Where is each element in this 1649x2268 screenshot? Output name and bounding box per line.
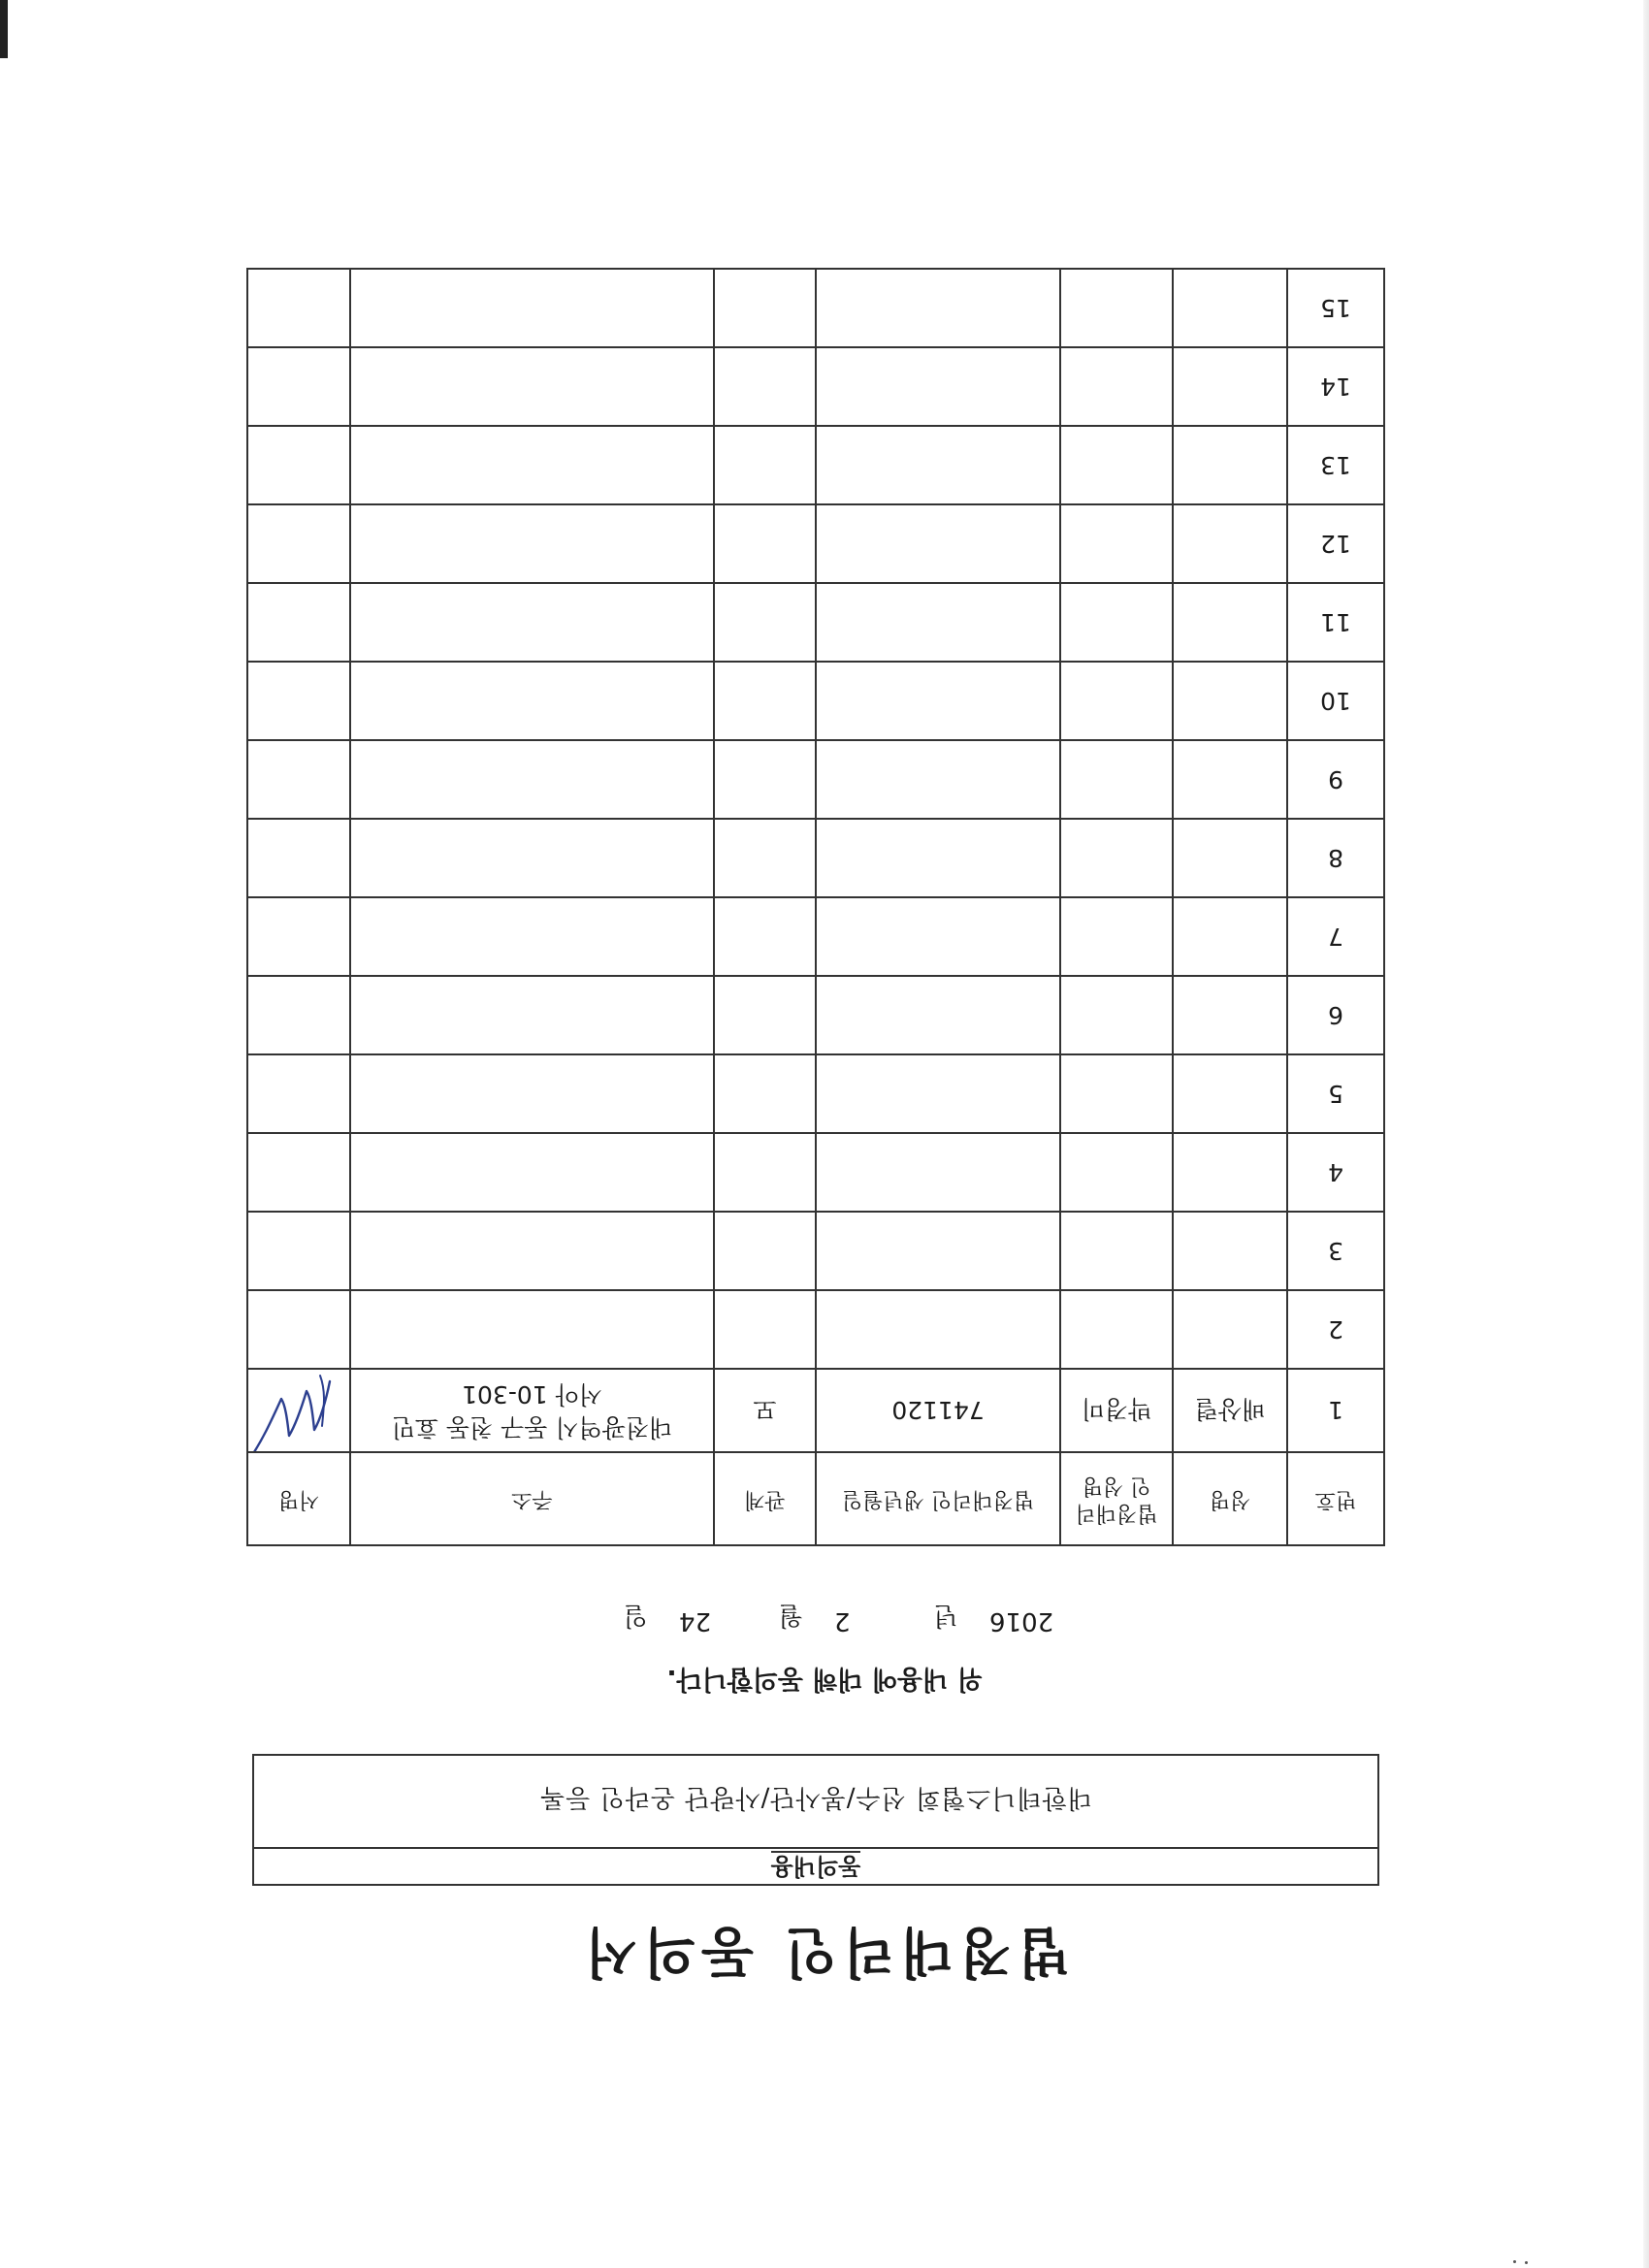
cell-relation: 모 bbox=[714, 1369, 816, 1452]
cell-guardian-name bbox=[1060, 583, 1173, 662]
cell-address bbox=[350, 504, 714, 583]
cell-signature bbox=[247, 976, 350, 1054]
consent-heading bbox=[254, 1847, 1377, 1884]
cell-guardian-birth bbox=[816, 1133, 1060, 1212]
header-no: 번호 bbox=[1287, 1452, 1384, 1545]
table-row bbox=[247, 583, 1384, 662]
table-row bbox=[247, 269, 1384, 347]
cell-name bbox=[1173, 583, 1287, 662]
cell-no: 2 bbox=[1287, 1290, 1384, 1369]
cell-signature bbox=[247, 819, 350, 897]
header-guardian-birth: 법정대리인 생년월일 bbox=[816, 1452, 1060, 1545]
cell-signature bbox=[247, 1133, 350, 1212]
cell-no: 14 bbox=[1287, 347, 1384, 426]
date-month: 2 bbox=[834, 1606, 851, 1636]
cell-signature bbox=[247, 269, 350, 347]
cell-guardian-name bbox=[1060, 662, 1173, 740]
table-row bbox=[247, 819, 1384, 897]
cell-no: 15 bbox=[1287, 269, 1384, 347]
header-relation: 관계 bbox=[714, 1452, 816, 1545]
cell-address bbox=[350, 1133, 714, 1212]
table-row bbox=[247, 897, 1384, 976]
cell-guardian-name bbox=[1060, 1290, 1173, 1369]
cell-no: 11 bbox=[1287, 583, 1384, 662]
table-row bbox=[247, 426, 1384, 504]
cell-name bbox=[1173, 740, 1287, 819]
cell-address bbox=[350, 1290, 714, 1369]
cell-guardian-birth bbox=[816, 897, 1060, 976]
cell-name bbox=[1173, 347, 1287, 426]
cell-guardian-birth bbox=[816, 1212, 1060, 1290]
table-row bbox=[247, 740, 1384, 819]
consent-section bbox=[252, 1754, 1379, 1886]
cell-guardian-birth bbox=[816, 662, 1060, 740]
cell-guardian-name bbox=[1060, 740, 1173, 819]
cell-guardian-name bbox=[1060, 504, 1173, 583]
consent-heading-label: 동의내용 bbox=[770, 1853, 861, 1880]
header-signature: 서명 bbox=[247, 1452, 350, 1545]
table-row bbox=[247, 504, 1384, 583]
table-row bbox=[247, 1369, 1384, 1452]
cell-name bbox=[1173, 897, 1287, 976]
cell-signature bbox=[247, 662, 350, 740]
cell-guardian-name bbox=[1060, 1133, 1173, 1212]
date-day: 24 bbox=[679, 1606, 712, 1636]
header-name: 성명 bbox=[1173, 1452, 1287, 1545]
consent-text: 대한테니스협회 선수/봉사단/사랑단 온라인 등록 bbox=[539, 1783, 1092, 1813]
cell-relation bbox=[714, 819, 816, 897]
table-row bbox=[247, 1054, 1384, 1133]
header-address: 주소 bbox=[350, 1452, 714, 1545]
cell-guardian-name bbox=[1060, 426, 1173, 504]
cell-signature bbox=[247, 740, 350, 819]
cell-guardian-name bbox=[1060, 1212, 1173, 1290]
cell-relation bbox=[714, 1133, 816, 1212]
cell-no: 6 bbox=[1287, 976, 1384, 1054]
cell-address bbox=[350, 347, 714, 426]
cell-relation bbox=[714, 1212, 816, 1290]
table-header-row bbox=[247, 1452, 1384, 1545]
address-line-1: 대전광역시 동구 천동 효민 bbox=[391, 1413, 673, 1442]
cell-signature bbox=[247, 504, 350, 583]
cell-guardian-birth bbox=[816, 504, 1060, 583]
cell-signature bbox=[247, 897, 350, 976]
cell-relation bbox=[714, 740, 816, 819]
table-row bbox=[247, 976, 1384, 1054]
date-line bbox=[0, 1600, 1649, 1636]
cell-address bbox=[350, 897, 714, 976]
header-guardian-name: 법정대리인 성명 bbox=[1060, 1452, 1173, 1545]
cell-name bbox=[1173, 504, 1287, 583]
cell-guardian-name bbox=[1060, 1054, 1173, 1133]
cell-relation bbox=[714, 1054, 816, 1133]
cell-no: 5 bbox=[1287, 1054, 1384, 1133]
cell-name bbox=[1173, 1133, 1287, 1212]
cell-guardian-birth: 741120 bbox=[816, 1369, 1060, 1452]
cell-guardian-birth bbox=[816, 347, 1060, 426]
document-title: 법정대리인 동의서 bbox=[578, 1920, 1071, 1983]
table-row bbox=[247, 347, 1384, 426]
cell-relation bbox=[714, 583, 816, 662]
cell-name bbox=[1173, 1212, 1287, 1290]
date-year-unit: 년 bbox=[933, 1601, 958, 1630]
date-day-unit: 일 bbox=[623, 1601, 648, 1630]
cell-name bbox=[1173, 269, 1287, 347]
cell-guardian-birth bbox=[816, 740, 1060, 819]
cell-relation bbox=[714, 976, 816, 1054]
cell-address bbox=[350, 976, 714, 1054]
cell-signature bbox=[247, 1290, 350, 1369]
date-year: 2016 bbox=[989, 1606, 1054, 1636]
cell-guardian-name bbox=[1060, 897, 1173, 976]
cell-signature bbox=[247, 1212, 350, 1290]
cell-guardian-birth bbox=[816, 819, 1060, 897]
guardian-table bbox=[246, 268, 1385, 1546]
cell-guardian-name bbox=[1060, 976, 1173, 1054]
cell-address bbox=[350, 662, 714, 740]
cell-name bbox=[1173, 819, 1287, 897]
cell-no: 4 bbox=[1287, 1133, 1384, 1212]
table-row bbox=[247, 1133, 1384, 1212]
cell-address bbox=[350, 740, 714, 819]
cell-relation bbox=[714, 426, 816, 504]
cell-guardian-birth bbox=[816, 1054, 1060, 1133]
cell-signature bbox=[247, 1369, 350, 1452]
cell-guardian-name bbox=[1060, 819, 1173, 897]
handwritten-signature bbox=[247, 1369, 349, 1452]
cell-guardian-name: 박경미 bbox=[1060, 1369, 1173, 1452]
agreement-statement: 위 내용에 대해 동의합니다. bbox=[666, 1664, 983, 1694]
cell-signature bbox=[247, 583, 350, 662]
cell-guardian-name bbox=[1060, 269, 1173, 347]
cell-relation bbox=[714, 1290, 816, 1369]
cell-guardian-name bbox=[1060, 347, 1173, 426]
cell-guardian-birth bbox=[816, 583, 1060, 662]
cell-relation bbox=[714, 504, 816, 583]
cell-no: 9 bbox=[1287, 740, 1384, 819]
cell-address bbox=[350, 1369, 714, 1452]
cell-name bbox=[1173, 426, 1287, 504]
address-line-2: 서아 10-301 bbox=[462, 1380, 602, 1409]
cell-relation bbox=[714, 347, 816, 426]
cell-address bbox=[350, 269, 714, 347]
cell-guardian-birth bbox=[816, 269, 1060, 347]
cell-address bbox=[350, 1054, 714, 1133]
cell-signature bbox=[247, 426, 350, 504]
cell-guardian-birth bbox=[816, 1290, 1060, 1369]
cell-address bbox=[350, 1212, 714, 1290]
cell-address bbox=[350, 583, 714, 662]
table-row bbox=[247, 662, 1384, 740]
cell-relation bbox=[714, 897, 816, 976]
cell-name bbox=[1173, 662, 1287, 740]
cell-signature bbox=[247, 347, 350, 426]
cell-no: 7 bbox=[1287, 897, 1384, 976]
cell-no: 1 bbox=[1287, 1369, 1384, 1452]
cell-no: 12 bbox=[1287, 504, 1384, 583]
cell-guardian-birth bbox=[816, 426, 1060, 504]
cell-address bbox=[350, 426, 714, 504]
cell-name: 배상렬 bbox=[1173, 1369, 1287, 1452]
cell-guardian-birth bbox=[816, 976, 1060, 1054]
cell-no: 3 bbox=[1287, 1212, 1384, 1290]
cell-no: 8 bbox=[1287, 819, 1384, 897]
cell-no: 10 bbox=[1287, 662, 1384, 740]
cell-name bbox=[1173, 1054, 1287, 1133]
cell-signature bbox=[247, 1054, 350, 1133]
cell-relation bbox=[714, 662, 816, 740]
cell-address bbox=[350, 819, 714, 897]
cell-name bbox=[1173, 1290, 1287, 1369]
cell-name bbox=[1173, 976, 1287, 1054]
cell-relation bbox=[714, 269, 816, 347]
cell-no: 13 bbox=[1287, 426, 1384, 504]
table-row bbox=[247, 1290, 1384, 1369]
date-month-unit: 월 bbox=[778, 1601, 803, 1630]
table-row bbox=[247, 1212, 1384, 1290]
